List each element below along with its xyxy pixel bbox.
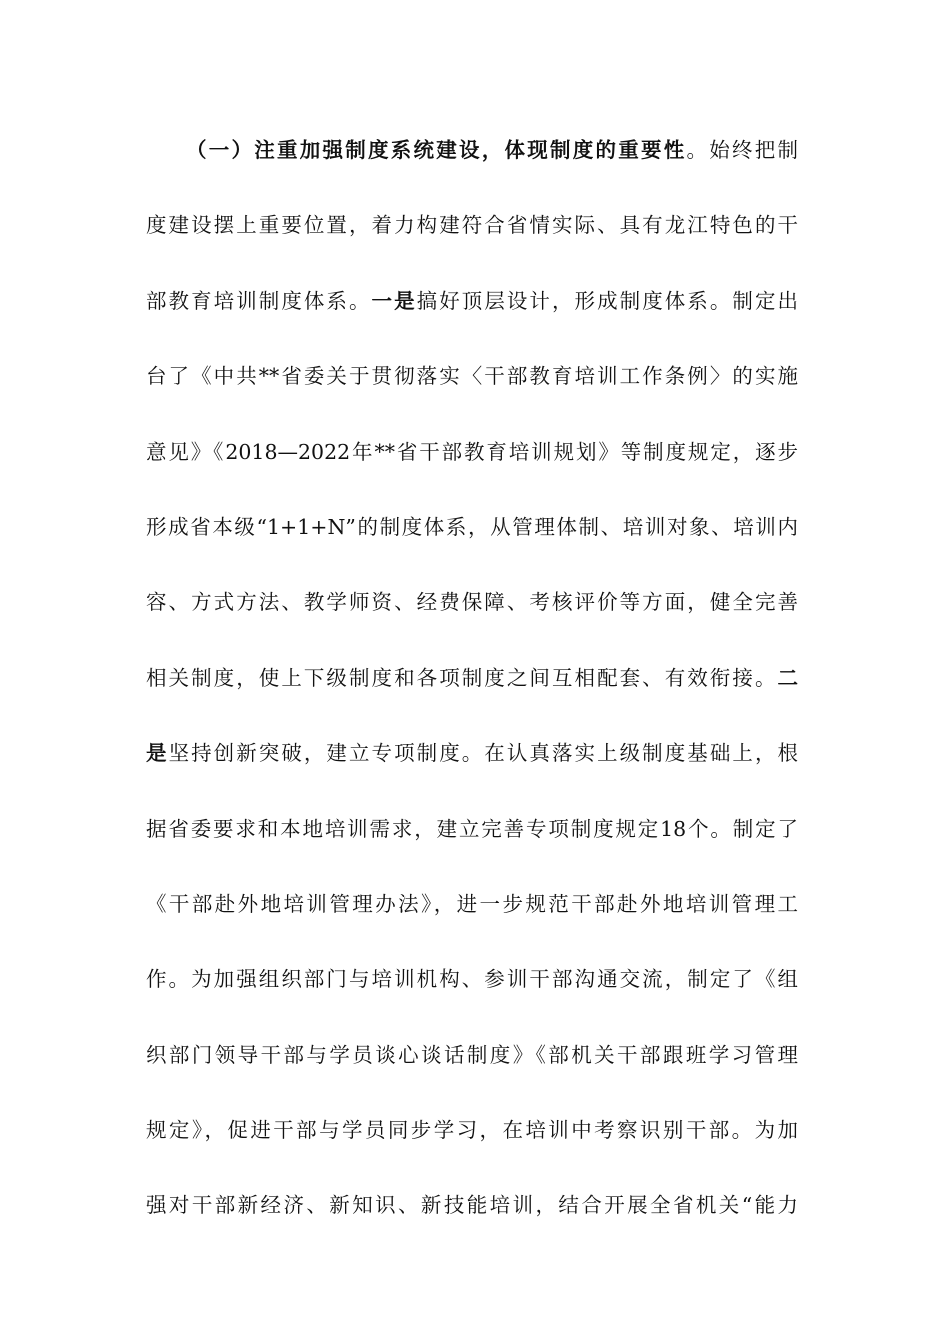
text-run: 作。为加强组织部门与培训机构、参训干部沟通交流，制定了《组 (146, 967, 798, 992)
text-line (146, 880, 798, 955)
section-heading: （一）注重加强制度系统建设，体现制度的重要性 (186, 138, 687, 162)
text-run: 度建设摆上重要位置，着力构建符合省情实际、具有龙江特色的干 (146, 213, 798, 238)
text-run: 坚持创新突破，建立专项制度。在认真落实上级制度基础上，根 (168, 741, 799, 766)
text-run: 搞好顶层设计，形成制度体系。制定出 (416, 288, 799, 313)
text-line (146, 1031, 798, 1106)
text-line (146, 428, 798, 503)
text-line (146, 277, 798, 352)
text-line (146, 201, 798, 276)
bold-marker: 二 (777, 665, 798, 690)
text-line (146, 1181, 798, 1256)
text-run: 《干部赴外地培训管理办法》，进一步规范干部赴外地培训管理工 (146, 891, 798, 916)
text-run: 。始终把制 (686, 138, 798, 162)
bold-marker: 一是 (371, 288, 417, 313)
text-line (146, 126, 798, 201)
text-line (146, 503, 798, 578)
text-run: 形成省本级“1+1+N”的制度体系，从管理体制、培训对象、培训内 (146, 514, 798, 539)
text-run: 规定》，促进干部与学员同步学习，在培训中考察识别干部。为加 (146, 1118, 798, 1143)
text-run: 强对干部新经济、新知识、新技能培训，结合开展全省机关“能力 (146, 1193, 798, 1218)
text-line (146, 805, 798, 880)
text-line (146, 654, 798, 729)
bold-marker: 是 (146, 741, 169, 766)
text-run: 相关制度，使上下级制度和各项制度之间互相配套、有效衔接。 (146, 665, 778, 690)
body-paragraph (146, 126, 798, 1257)
text-run: 部教育培训制度体系。 (146, 288, 372, 313)
text-line (146, 578, 798, 653)
text-run: 织部门领导干部与学员谈心谈话制度》《部机关干部跟班学习管理 (146, 1042, 798, 1067)
text-line (146, 729, 798, 804)
text-line (146, 955, 798, 1030)
text-run: 台了《中共**省委关于贯彻落实〈干部教育培训工作条例〉的实施 (146, 364, 798, 389)
text-line (146, 352, 798, 427)
text-line (146, 1106, 798, 1181)
text-run: 意见》《2018—2022年**省干部教育培训规划》等制度规定，逐步 (146, 439, 798, 464)
text-run: 容、方式方法、教学师资、经费保障、考核评价等方面，健全完善 (146, 590, 798, 615)
text-run: 据省委要求和本地培训需求，建立完善专项制度规定18个。制定了 (146, 816, 798, 841)
